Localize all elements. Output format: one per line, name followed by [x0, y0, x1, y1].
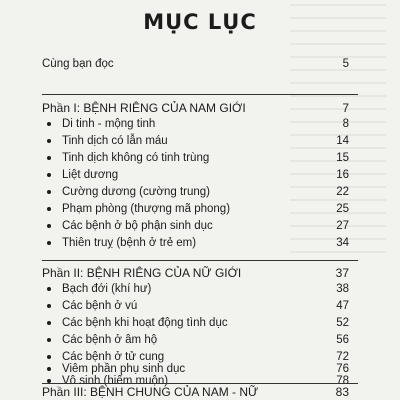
bullet-icon: [47, 207, 51, 211]
entry-label: Cùng bạn đọc: [42, 58, 114, 70]
entry-label: Các bệnh khi hoạt động tình dục: [62, 317, 228, 329]
page-number: 78: [336, 375, 349, 387]
part-label: Phần II: BỆNH RIÊNG CỦA NỮ GIỚI: [42, 266, 242, 280]
page-number: 52: [336, 317, 349, 329]
entry-label: Bạch đới (khí hư): [62, 283, 152, 295]
page-number: 22: [336, 186, 349, 198]
bullet-icon: [47, 304, 51, 308]
bleed-through-text: [290, 4, 386, 254]
page-number: 8: [342, 118, 349, 130]
page-number: 5: [342, 58, 349, 70]
bullet-icon: [47, 367, 51, 371]
entry-label: Tinh dịch có lẫn máu: [62, 135, 168, 147]
bullet-icon: [47, 190, 51, 194]
entry-label: Di tinh - mộng tinh: [62, 118, 156, 130]
entry-label: Các bệnh ở vú: [62, 300, 138, 312]
bullet-icon: [47, 224, 51, 228]
entry-label: Thiên truỵ (bệnh ở trẻ em): [62, 237, 197, 249]
page-number: 56: [336, 334, 349, 346]
page-number: 37: [335, 266, 349, 280]
bullet-icon: [47, 139, 51, 143]
bullet-icon: [47, 173, 51, 177]
page-number: 76: [336, 363, 349, 375]
entry-label: Các bệnh ở tử cung: [62, 351, 165, 363]
part-label: Phần I: BỆNH RIÊNG CỦA NAM GIỚI: [42, 101, 246, 115]
page-title: MỤC LỤC: [143, 10, 257, 34]
entry-label: Phạm phòng (thượng mã phong): [62, 203, 231, 215]
page-number: 47: [336, 300, 349, 312]
bullet-icon: [47, 122, 51, 126]
page-number: 38: [336, 283, 349, 295]
section-rule: [42, 260, 358, 261]
page-number: 16: [336, 169, 349, 181]
bullet-icon: [47, 241, 51, 245]
page-number: 7: [342, 101, 349, 115]
page-number: 72: [336, 351, 349, 363]
entry-label: Các bệnh ở bộ phận sinh dục: [62, 220, 213, 232]
page-number: 83: [335, 385, 349, 399]
bullet-icon: [47, 287, 51, 291]
section-rule: [42, 383, 358, 384]
page-number: 25: [336, 203, 349, 215]
entry-label: Cường dương (cường trung): [62, 186, 211, 198]
page-number: 27: [336, 220, 349, 232]
page-number: 34: [336, 237, 349, 249]
bullet-icon: [47, 338, 51, 342]
bullet-icon: [47, 321, 51, 325]
entry-label: Viêm phần phụ sinh dục: [62, 363, 186, 375]
entry-label: Liệt dương: [62, 169, 119, 181]
entry-label: Tinh dịch không có tinh trùng: [62, 152, 210, 164]
page-number: 15: [336, 152, 349, 164]
bullet-icon: [47, 156, 51, 160]
part-label: Phần III: BỆNH CHUNG CỦA NAM - NỮ: [42, 385, 259, 399]
entry-label: Vô sinh (hiếm muộn): [62, 375, 169, 387]
entry-label: Các bệnh ở âm hộ: [62, 334, 158, 346]
page-number: 14: [336, 135, 349, 147]
bullet-icon: [47, 355, 51, 359]
section-rule: [42, 94, 358, 95]
